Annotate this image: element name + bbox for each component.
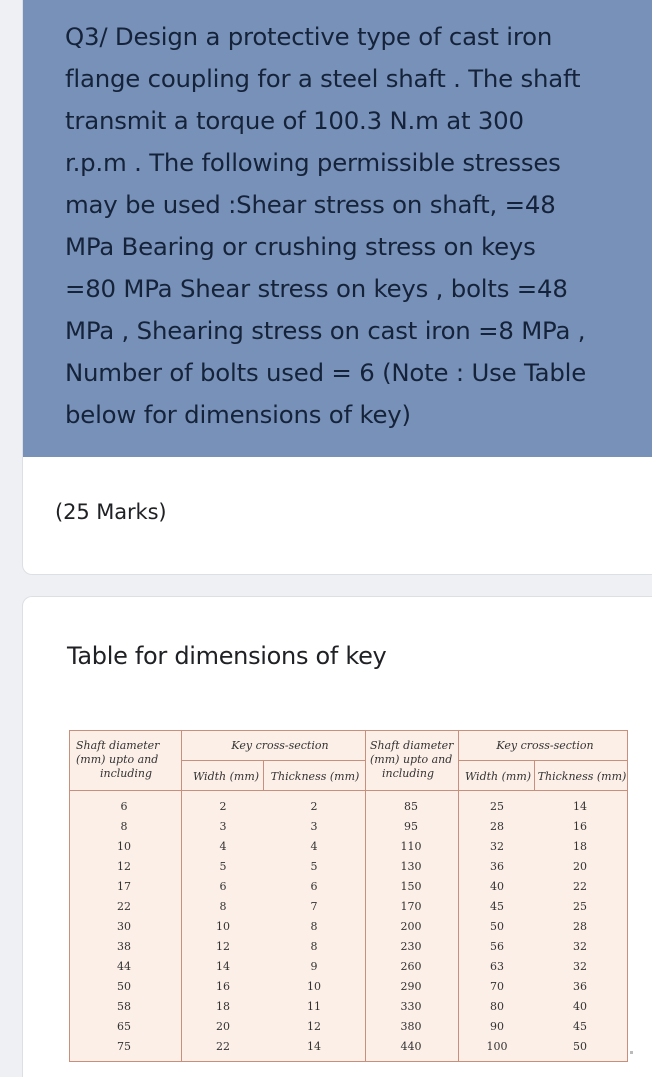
table-cell: 380 [400, 1020, 422, 1033]
header-width-left: Width (mm) [192, 770, 260, 783]
table-cell: 36 [490, 860, 504, 873]
divider [458, 760, 628, 761]
table-cell: 5 [310, 860, 318, 873]
table-cell: 2 [219, 800, 227, 813]
question-line: r.p.m . The following permissible stresses [65, 148, 561, 177]
divider [534, 761, 535, 790]
table-cell: 12 [307, 1020, 321, 1033]
resize-handle [630, 1051, 633, 1054]
column-thickness-right [550, 801, 610, 1061]
table-cell: 4 [219, 840, 227, 853]
table-cell: 25 [490, 800, 504, 813]
divider [365, 731, 366, 1061]
divider [263, 761, 264, 790]
question-card [22, 0, 652, 575]
table-cell: 20 [573, 860, 587, 873]
table-cell: 45 [573, 1020, 587, 1033]
table-cell: 80 [490, 1000, 504, 1013]
table-cell: 7 [310, 900, 318, 913]
table-cell: 75 [117, 1040, 131, 1053]
divider [458, 731, 459, 1061]
table-cell: 50 [490, 920, 504, 933]
key-dimensions-table [69, 730, 628, 1062]
table-cell: 6 [120, 800, 128, 813]
table-cell: 10 [307, 980, 321, 993]
table-cell: 22 [117, 900, 131, 913]
header-key-cross-section-right: Key cross-section [496, 739, 594, 752]
header-text: Shaft diameter [76, 739, 160, 752]
table-title: Table for dimensions of key [67, 642, 387, 670]
table-card [22, 596, 652, 1077]
table-cell: 330 [400, 1000, 422, 1013]
header-key-cross-section-left: Key cross-section [231, 739, 329, 752]
table-cell: 16 [573, 820, 587, 833]
table-cell: 8 [120, 820, 128, 833]
divider [181, 760, 365, 761]
table-cell: 40 [490, 880, 504, 893]
table-cell: 18 [216, 1000, 230, 1013]
header-shaft-diameter-left [76, 739, 176, 781]
table-cell: 150 [400, 880, 422, 893]
table-cell: 32 [573, 960, 587, 973]
table-cell: 3 [310, 820, 318, 833]
table-cell: 32 [490, 840, 504, 853]
question-text [23, 0, 652, 457]
table-cell: 290 [400, 980, 422, 993]
table-cell: 260 [400, 960, 422, 973]
table-cell: 28 [490, 820, 504, 833]
table-cell: 40 [573, 1000, 587, 1013]
table-cell: 6 [310, 880, 318, 893]
table-cell: 3 [219, 820, 227, 833]
question-line: =80 MPa Shear stress on keys , bolts =48 [65, 274, 568, 303]
header-text: (mm) upto and [76, 753, 159, 766]
question-line: Number of bolts used = 6 (Note : Use Table [65, 358, 587, 387]
table-cell: 10 [117, 840, 131, 853]
table-cell: 36 [573, 980, 587, 993]
table-cell: 58 [117, 1000, 131, 1013]
table-cell: 14 [307, 1040, 321, 1053]
table-cell: 6 [219, 880, 227, 893]
table-cell: 22 [216, 1040, 230, 1053]
table-cell: 32 [573, 940, 587, 953]
table-cell: 4 [310, 840, 318, 853]
table-cell: 65 [117, 1020, 131, 1033]
table-cell: 20 [216, 1020, 230, 1033]
table-cell: 5 [219, 860, 227, 873]
table-cell: 11 [307, 1000, 321, 1013]
question-line: flange coupling for a steel shaft . The shaft [65, 64, 581, 93]
header-text: Shaft diameter [370, 739, 454, 752]
question-line: transmit a torque of 100.3 N.m at 300 [65, 106, 524, 135]
question-line: Q3/ Design a protective type of cast iron [65, 22, 553, 51]
table-cell: 14 [573, 800, 587, 813]
table-cell: 2 [310, 800, 318, 813]
table-cell: 170 [400, 900, 422, 913]
table-cell: 90 [490, 1020, 504, 1033]
divider [181, 731, 182, 1061]
table-cell: 22 [573, 880, 587, 893]
table-cell: 44 [117, 960, 131, 973]
table-cell: 200 [400, 920, 422, 933]
header-width-right: Width (mm) [464, 770, 532, 783]
table-cell: 18 [573, 840, 587, 853]
table-cell: 16 [216, 980, 230, 993]
table-cell: 70 [490, 980, 504, 993]
table-cell: 56 [490, 940, 504, 953]
table-cell: 25 [573, 900, 587, 913]
question-line: MPa Bearing or crushing stress on keys [65, 232, 536, 261]
header-thickness-right: Thickness (mm) [537, 770, 627, 783]
table-cell: 110 [400, 840, 422, 853]
header-shaft-diameter-right [370, 739, 470, 781]
table-cell: 85 [404, 800, 418, 813]
table-cell: 30 [117, 920, 131, 933]
marks-label: (25 Marks) [55, 500, 167, 524]
table-cell: 8 [219, 900, 227, 913]
table-cell: 38 [117, 940, 131, 953]
table-cell: 50 [573, 1040, 587, 1053]
question-line: may be used :Shear stress on shaft, =48 [65, 190, 556, 219]
table-cell: 10 [216, 920, 230, 933]
table-cell: 50 [117, 980, 131, 993]
table-cell: 12 [216, 940, 230, 953]
column-shaft-right [381, 801, 441, 1061]
table-cell: 45 [490, 900, 504, 913]
column-width-right [467, 801, 527, 1061]
header-text: including [100, 767, 153, 780]
table-header [70, 731, 627, 791]
table-cell: 63 [490, 960, 504, 973]
header-text: (mm) upto and [370, 753, 453, 766]
question-line: MPa , Shearing stress on cast iron =8 MPa , [65, 316, 586, 345]
question-line: below for dimensions of key) [65, 400, 411, 429]
table-cell: 95 [404, 820, 418, 833]
table-cell: 12 [117, 860, 131, 873]
header-text: including [382, 767, 435, 780]
table-cell: 8 [310, 920, 318, 933]
table-cell: 28 [573, 920, 587, 933]
column-thickness-left [284, 801, 344, 1061]
table-cell: 100 [486, 1040, 508, 1053]
header-thickness-left: Thickness (mm) [270, 770, 360, 783]
table-cell: 130 [400, 860, 422, 873]
table-cell: 9 [310, 960, 318, 973]
column-width-left [193, 801, 253, 1061]
column-shaft-left [94, 801, 154, 1061]
table-cell: 14 [216, 960, 230, 973]
table-cell: 17 [117, 880, 131, 893]
table-cell: 8 [310, 940, 318, 953]
table-cell: 440 [400, 1040, 422, 1053]
table-cell: 230 [400, 940, 422, 953]
